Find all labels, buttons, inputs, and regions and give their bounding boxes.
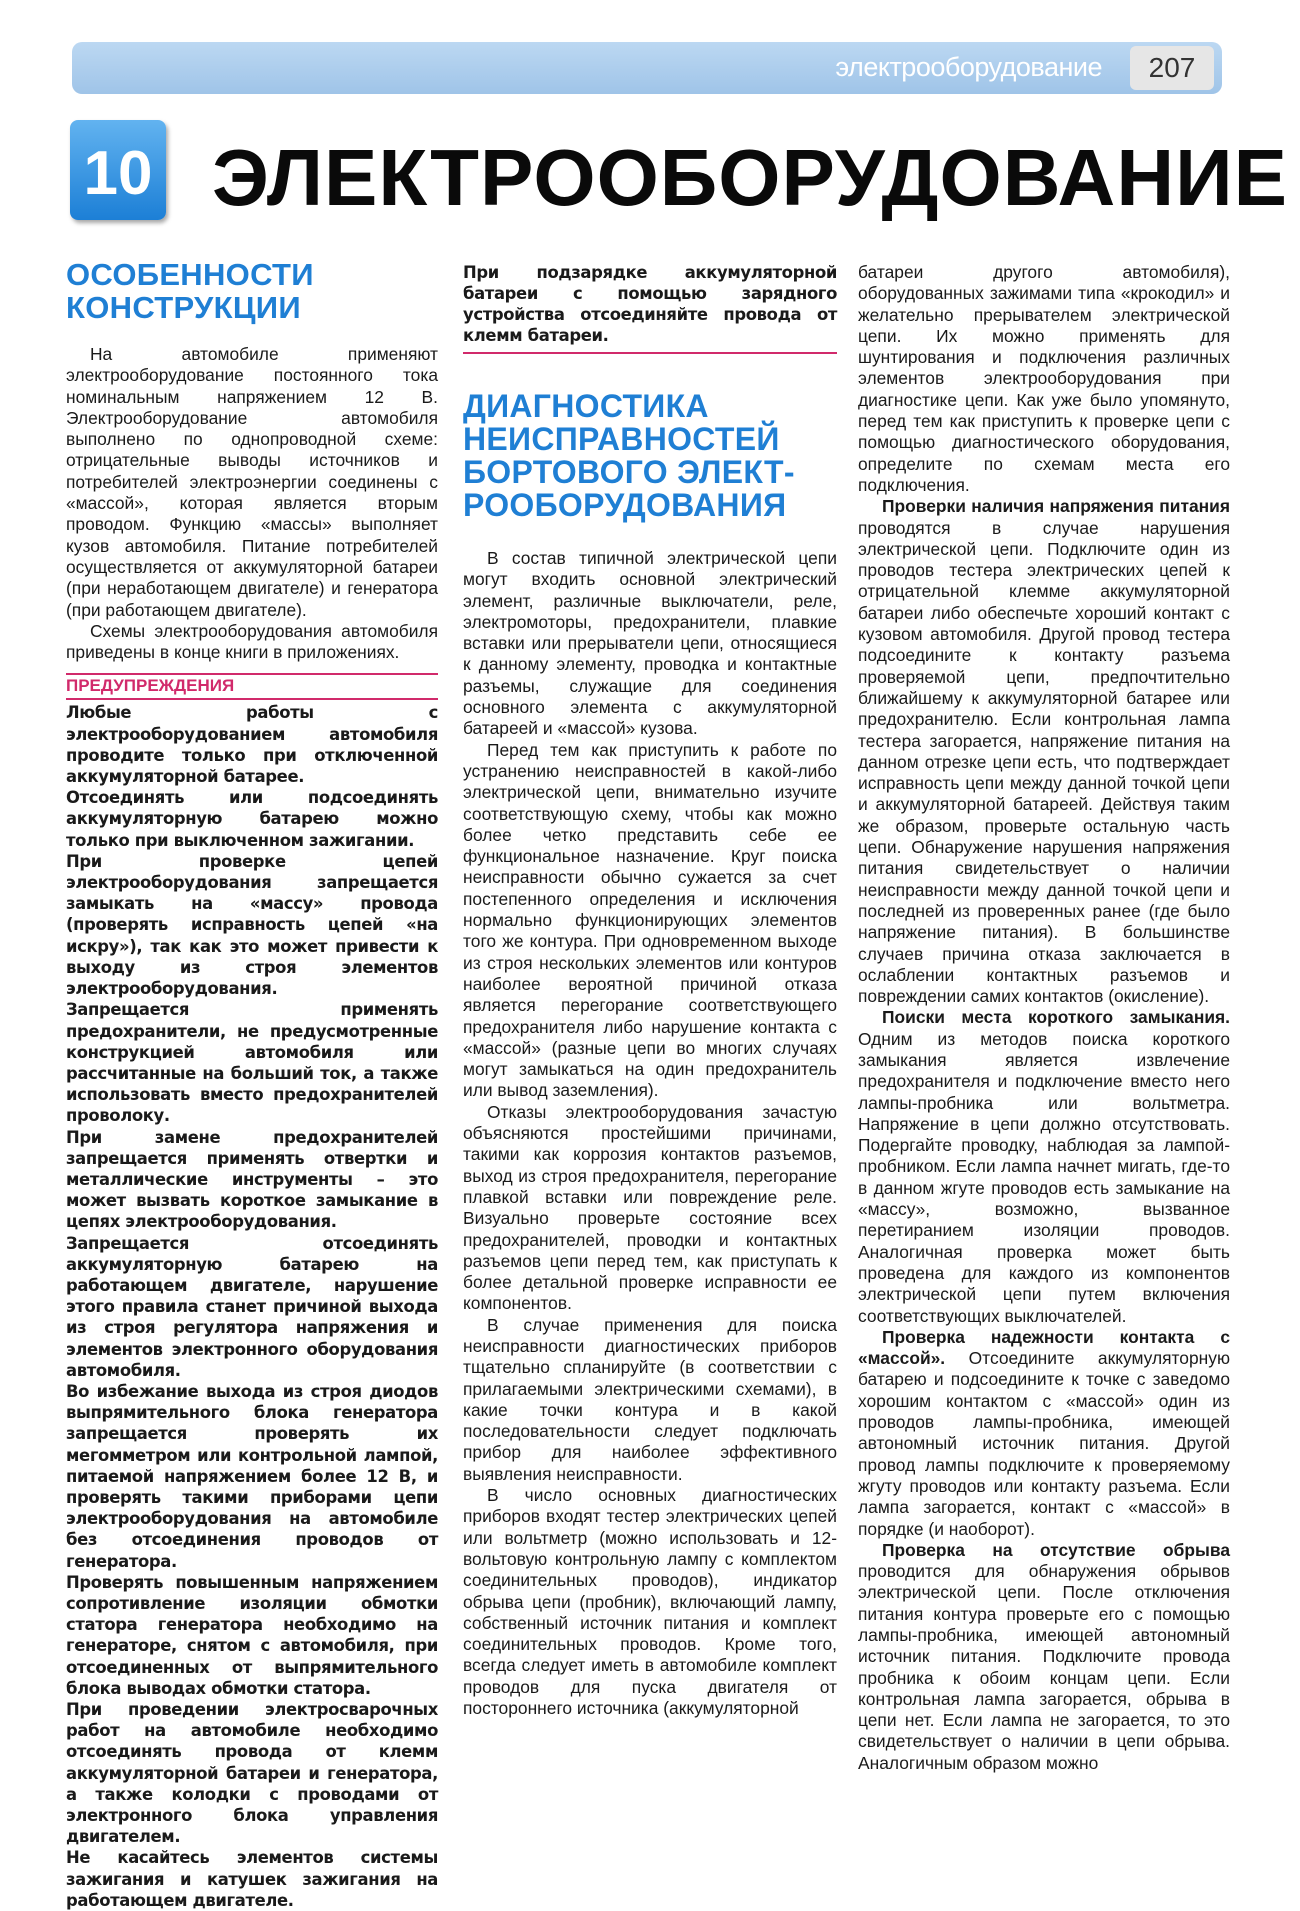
- chapter-title: ЭЛЕКТРООБОРУДОВАНИЕ: [212, 133, 1288, 222]
- paragraph: батареи другого автомобиля), оборудованных зажимами типа «крокодил» и желательно прерывателем электрической цепи. Их можно применять для шунтирования и подключения различных элементов электрооборудования при диагностике цепи. Как уже было упомянуто, перед тем как приступить к проверке цепи с помощью диагностического оборудования, определите по схемам места его подключения.: [858, 262, 1230, 495]
- run-in-heading: Проверка на отсутствие обрыва: [882, 1539, 1230, 1560]
- page-number: 207: [1148, 52, 1196, 83]
- paragraph-short-circuit: [858, 1007, 1230, 1326]
- running-header: [72, 42, 1222, 94]
- page-number-box: [1130, 46, 1214, 90]
- warning-item: Во избежание выхода из строя диодов выпрямительного блока генератора запрещается проверять их мегомметром или контрольной лампой, питаемой напряжением более 12 В, и проверять такими приборами цепи электрооборудования на автомобиле без отсоединения проводов от генератора.: [66, 1381, 438, 1571]
- paragraph-text: проводится для обнаружения обрывов электрической цепи. После отключения питания контура проверьте его с помощью лампы-пробника, имеющей автономный источник питания. Подключите провода пробника к обоим концам цепи. Если контрольная лампа загорается, обрыва в цепи нет. Если лампа не загорается, то это свидетельствует о наличии в цепи обрыва. Аналогичным образом можно: [858, 1561, 1230, 1773]
- paragraph-text: Одним из методов поиска короткого замыкания является извлечение предохранителя и подключение вместо него лампы-пробника или вольтметра. Напряжение в цепи должно отсутствовать. Подергайте проводку, наблюдая за лампой-пробником. Если лампа начнет мигать, где-то в данном жгуте проводов есть замыкание на «массу», возможно, вызванное перетиранием изоляции проводов. Аналогичная проверка может быть проведена для каждого из компонентов электрической цепи путем включения соответствующих выключателей.: [858, 1028, 1230, 1326]
- warnings-list: [66, 702, 438, 1911]
- chapter-number-badge: [70, 120, 166, 220]
- warning-item: Запрещается отсоединять аккумуляторную батарею на работающем двигателе, нарушение этого правила станет причиной выхода из строя регулятора напряжения и элементов электронного оборудования автомобиля.: [66, 1233, 438, 1380]
- paragraph: В состав типичной электрической цепи могут входить основной электрический элемент, различные выключатели, реле, электромоторы, предохранители, плавкие вставки или прерыватели цепи, относящиеся к данному элементу, проводка и контактные разъемы, служащие для соединения основного элемента с аккумуляторной батареей и «массой» кузова.: [463, 548, 837, 739]
- paragraph: Отказы электрооборудования зачастую объясняются простейшими причинами, такими как коррозия контактов разъемов, выход из строя предохранителя, перегорание плавкой вставки или повреждение реле. Визуально проверьте состояние всех предохранителей, проводки и контактных разъемов цепи перед тем, как приступать к более детальной проверке исправности ее компонентов.: [463, 1101, 837, 1314]
- column-3: [858, 262, 1230, 1774]
- column-1: [66, 258, 438, 1911]
- section-heading-diagnostics: [463, 390, 837, 522]
- chapter-number: 10: [83, 139, 153, 208]
- warnings-heading: ПРЕДУПРЕЖДЕНИЯ: [66, 673, 438, 700]
- run-in-heading: Проверки наличия напряжения питания: [882, 496, 1230, 517]
- section-heading-features: [66, 258, 438, 324]
- warning-item: При проверке цепей электрооборудования запрещается замыкать на «массу» провода (проверять исправность цепей «на искру»), так как это может привести к выходу из строя элементов электрооборудования.: [66, 851, 438, 999]
- paragraph: Схемы электрооборудования автомобиля приведены в конце книги в приложениях.: [66, 620, 438, 663]
- running-header-section: электрооборудование: [835, 52, 1102, 82]
- heading-line: ОСОБЕННОСТИ: [66, 257, 314, 292]
- run-in-heading: Проверка надежности контакта с «массой».: [858, 1326, 1230, 1369]
- warning-item: Проверять повышенным напряжением сопротивление изоляции обмотки статора генератора необходимо на генераторе, снятом с автомобиля, при отсоединенных от выпрямительного блока выводах обмотки статора.: [66, 1572, 438, 1698]
- paragraph: Перед тем как приступить к работе по устранению неисправностей в какой-либо электрической цепи, внимательно изучите соответствующую схему, чтобы как можно более четко представить себе ее функциональное назначение. Круг поиска неисправности обычно сужается за счет постепенного определения и исключения нормально функционирующих элементов того же контура. При одновременном выходе из строя нескольких элементов или контуров наиболее вероятной причиной отказа является перегорание соответствующего предохранителя либо нарушение контакта с «массой» (разные цепи во многих случаях могут замыкаться на один предохранитель или вывод заземления).: [463, 739, 837, 1101]
- heading-line: КОНСТРУКЦИИ: [66, 290, 301, 325]
- warning-item: Не касайтесь элементов системы зажигания и катушек зажигания на работающем двигателе.: [66, 1848, 438, 1910]
- paragraph: В случае применения для поиска неисправности диагностических приборов тщательно спланируйте (в соответствии с прилагаемыми электрическими схемами), в какие точки контура и в какой последовательности следует подключать прибор для наиболее эффективного выявления неисправности.: [463, 1314, 837, 1484]
- warning-item: Любые работы с электрооборудованием автомобиля проводите только при отключенной аккумуляторной батарее.: [66, 703, 438, 787]
- paragraph-voltage-check: [858, 496, 1230, 1007]
- heading-line: ДИАГНОСТИКА: [463, 388, 709, 424]
- heading-line: НЕИСПРАВНОСТЕЙ: [463, 421, 780, 457]
- heading-line: РООБОРУДОВАНИЯ: [463, 487, 787, 523]
- paragraph: В число основных диагностических приборов входят тестер электрических цепей или вольтметр (можно использовать и 12-вольтовую контрольную лампу с комплектом соединительных проводов), индикатор обрыва цепи (пробник), включающий лампу, собственный источник питания и комплект соединительных проводов. Кроме того, всегда следует иметь в автомобиле комплект проводов для пуска двигателя от постороннего источника (аккумуляторной: [463, 1485, 837, 1719]
- paragraph-text: проводятся в случае нарушения электрической цепи. Подключите один из проводов тестера электрических цепей к отрицательной клемме аккумуляторной батареи либо обеспечьте хороший контакт с кузовом автомобиля. Другой провод тестера подсоедините к контакту разъема проверяемой цепи, предпочтительно ближайшему к аккумуляторной батарее или предохранителю. Если контрольная лампа тестера загорается, напряжение питания на данном отрезке цепи есть, что подтверждает исправность цепи между данной точкой цепи и аккумуляторной батареей. Действуя таким же образом, проверьте остальную часть цепи. Обнаружение нарушения напряжения питания свидетельствует о наличии неисправности между данной точкой цепи и последней из проверенных ранее (где было напряжение питания). В большинстве случаев причина отказа заключается в ослаблении контактных разъемов и повреждении самих контактов (окисление).: [858, 517, 1230, 1007]
- paragraph-text: Отсоедините аккумуляторную батарею и подсоедините к точке с заведомо хорошим контактом с «массой» один из проводов лампы-пробника, имеющей автономный источник питания. Другой провод лампы подключите к проверяемому жгуту проводов или контакту разъема. Если лампа загорается, контакт с «массой» в порядке (и наоборот).: [858, 1348, 1230, 1539]
- paragraph-break-check: [858, 1540, 1230, 1774]
- note-text: При подзарядке аккумуляторной батареи с помощью зарядного устройства отсоединяйте провода от клемм батареи.: [463, 263, 837, 345]
- column-2: [463, 262, 837, 1719]
- battery-note: [463, 262, 837, 354]
- warning-item: Отсоединять или подсоединять аккумуляторную батарею можно только при выключенном зажигании.: [66, 788, 438, 850]
- warning-item: При проведении электросварочных работ на автомобиле необходимо отсоединять провода от клемм аккумуляторной батареи и генератора, а также колодки с проводами от электронного блока управления двигателем.: [66, 1700, 438, 1847]
- run-in-heading: Поиски места короткого замыкания.: [882, 1007, 1230, 1028]
- paragraph-ground-check: [858, 1327, 1230, 1540]
- paragraph: На автомобиле применяют электрооборудование постоянного тока номинальным напряжением 12 В. Электрооборудование автомобиля выполнено по однопроводной схеме: отрицательные выводы источников и потребителей электроэнергии соединены с «массой», которая является вторым проводом. Функцию «массы» выполняет кузов автомобиля. Питание потребителей осуществляется от аккумуляторной батареи (при неработающем двигателе) и генератора (при работающем двигателе).: [66, 344, 438, 620]
- warning-item: Запрещается применять предохранители, не предусмотренные конструкцией автомобиля или рассчитанные на больший ток, а также использовать вместо предохранителей проволоку.: [66, 1000, 438, 1126]
- warning-item: При замене предохранителей запрещается применять отвертки и металлические инструменты – это может вызвать короткое замыкание в цепях электрооборудования.: [66, 1127, 438, 1232]
- heading-line: БОРТОВОГО ЭЛЕКТ-: [463, 454, 795, 490]
